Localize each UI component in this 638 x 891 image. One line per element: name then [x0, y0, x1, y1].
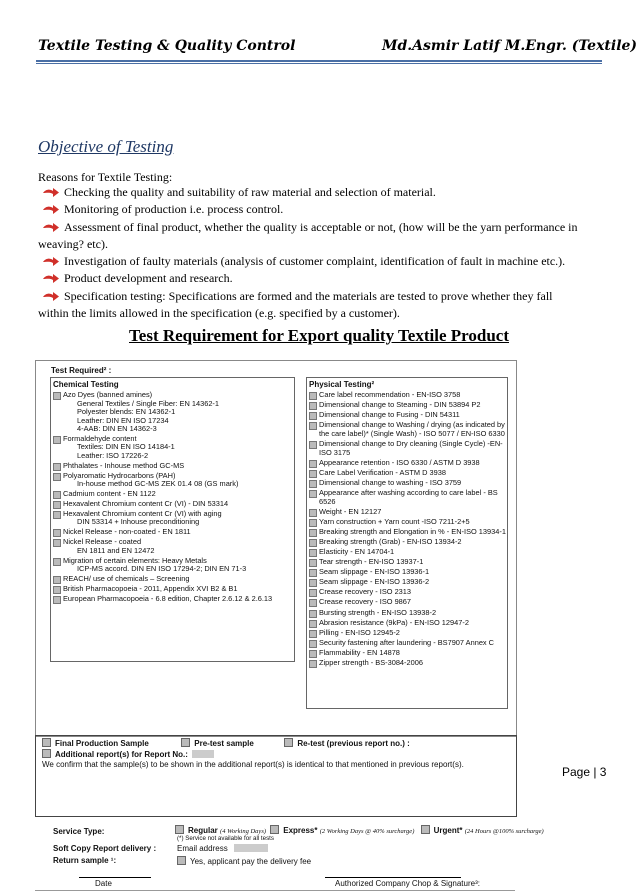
- test-checkbox[interactable]: [53, 558, 61, 566]
- additional-row: [42, 749, 214, 759]
- chemical-test-method: General Textiles / Single Fiber: EN 14362-1: [77, 398, 220, 408]
- physical-test-label: Weight - EN 12127: [319, 506, 382, 516]
- requirement-title: Test Requirement for Export quality Textile Product: [129, 326, 509, 345]
- chemical-test-label: Polyaromatic Hydrocarbons (PAH): [63, 470, 176, 480]
- page-number: Page | 3: [562, 765, 607, 779]
- chemical-test-label: European Pharmacopoeia - 6.8 edition, Chapter 2.6.12 & 2.6.13: [63, 593, 273, 603]
- test-checkbox[interactable]: [53, 511, 61, 519]
- physical-test-label: Appearance after washing according to care label - BS 6526: [319, 487, 498, 506]
- arrow-bullet-icon: [42, 291, 60, 302]
- regular-checkbox[interactable]: [175, 825, 184, 834]
- date-label: Date: [95, 879, 112, 888]
- reason-item: [38, 219, 584, 254]
- objective-title: Objective of Testing: [38, 137, 174, 156]
- test-checkbox[interactable]: [53, 539, 61, 547]
- arrow-bullet-icon: [42, 187, 60, 198]
- physical-test-label: Breaking strength and Elongation in % - EN-ISO 13934-1: [319, 526, 506, 536]
- reason-item: [38, 201, 584, 218]
- physical-test-label: Security fastening after laundering - BS7907 Annex C: [319, 637, 495, 647]
- physical-test-label: Bursting strength - EN-ISO 13938-2: [319, 607, 437, 617]
- express-note: (2 Working Days @ 40% surcharge): [319, 828, 415, 835]
- test-checkbox[interactable]: [309, 589, 317, 597]
- physical-test-item: [307, 489, 507, 506]
- physical-test-item: [307, 578, 507, 587]
- physical-test-label: Crease recovery - ISO 2313: [319, 587, 412, 597]
- physical-test-item: [307, 639, 507, 648]
- physical-test-item: [307, 609, 507, 618]
- physical-test-item: [307, 659, 507, 668]
- report-no-field[interactable]: [192, 750, 214, 758]
- pre-test-checkbox[interactable]: [181, 738, 190, 747]
- arrow-bullet-icon: [42, 256, 60, 267]
- reason-item: [38, 184, 584, 201]
- chemical-test-method: Leather: DIN EN ISO 17234: [77, 415, 169, 425]
- regular-label: Regular: [188, 826, 218, 835]
- reasons-list: [38, 184, 584, 322]
- physical-test-label: Dimensional change to Fusing - DIN 54311: [319, 410, 460, 420]
- reason-text: Assessment of final product, whether the quality is acceptable or not, (how will be the yarn performance in weaving? etc).: [38, 219, 578, 251]
- physical-test-item: [307, 649, 507, 658]
- test-checkbox[interactable]: [53, 501, 61, 509]
- re-test-label: Re-test (previous report no.) :: [297, 739, 410, 748]
- test-checkbox[interactable]: [309, 402, 317, 410]
- chemical-test-item: [51, 557, 294, 574]
- additional-label: Additional report(s) for Report No.:: [55, 750, 188, 759]
- return-sample-label: Return sample ¹:: [53, 856, 117, 865]
- chemical-test-item: [51, 510, 294, 527]
- chemical-test-item: [51, 575, 294, 584]
- test-checkbox[interactable]: [53, 473, 61, 481]
- test-checkbox[interactable]: [309, 441, 317, 449]
- chemical-test-label: Hexavalent Chromium content Cr (VI) - DIN 53314: [63, 498, 229, 508]
- urgent-checkbox[interactable]: [421, 825, 430, 834]
- physical-test-label: Dimensional change to Washing / drying (as indicated by the care label)* (Single Wash) - ISO 5077 / EN-ISO 6330: [319, 420, 505, 438]
- reasons-label: Reasons for Textile Testing:: [38, 170, 173, 184]
- service-options: [175, 825, 544, 835]
- chemical-test-label: Nickel Release - coated: [63, 537, 142, 547]
- test-checkbox[interactable]: [53, 491, 61, 499]
- test-checkbox[interactable]: [309, 579, 317, 587]
- chemical-test-label: Cadmium content - EN 1122: [63, 489, 156, 499]
- test-checkbox[interactable]: [309, 640, 317, 648]
- chemical-test-label: Formaldehyde content: [63, 433, 137, 443]
- reason-item: [38, 288, 584, 323]
- physical-test-item: [307, 459, 507, 468]
- physical-test-label: Crease recovery - ISO 9867: [319, 597, 412, 607]
- return-yes-label: Yes, applicant pay the delivery fee: [190, 857, 312, 866]
- chemical-test-item: [51, 595, 294, 604]
- chemical-test-label: REACH/ use of chemicals – Screening: [63, 573, 190, 583]
- physical-testing-box: [306, 377, 508, 709]
- physical-test-item: [307, 629, 507, 638]
- header-rule: [36, 60, 602, 62]
- chemical-test-item: [51, 391, 294, 434]
- header-left: Textile Testing & Quality Control: [38, 38, 296, 54]
- test-checkbox[interactable]: [53, 436, 61, 444]
- chemical-test-item: [51, 538, 294, 555]
- physical-test-item: [307, 401, 507, 410]
- physical-test-label: Abrasion resistance (9kPa) - EN-ISO 12947-2: [319, 617, 469, 627]
- reason-text: Specification testing: Specifications are formed and the materials are tested to prove whether they fall within the limits allowed in the specification (e.g. specified by a customer).: [38, 288, 553, 321]
- physical-test-item: [307, 528, 507, 537]
- test-checkbox[interactable]: [309, 529, 317, 537]
- test-checkbox[interactable]: [309, 460, 317, 468]
- physical-test-item: [307, 440, 507, 457]
- test-checkbox[interactable]: [309, 599, 317, 607]
- chemical-test-method: Leather: ISO 17226-2: [77, 450, 149, 460]
- physical-test-label: Yarn construction + Yarn count -ISO 7211-2+5: [319, 516, 470, 526]
- chemical-test-item: [51, 528, 294, 537]
- test-checkbox[interactable]: [309, 509, 317, 517]
- final-sample-label: Final Production Sample: [55, 739, 149, 748]
- signature-line: [325, 877, 461, 878]
- email-field[interactable]: [234, 844, 268, 852]
- test-request-form: [35, 360, 544, 888]
- physical-test-label: Appearance retention - ISO 6330 / ASTM D 3938: [319, 457, 480, 467]
- test-checkbox[interactable]: [309, 620, 317, 628]
- physical-list: [307, 391, 507, 668]
- urgent-note: (24 Hours @100% surcharge): [464, 828, 544, 835]
- service-note: (*) Service not available for all tests: [177, 835, 274, 842]
- physical-test-label: Elasticity - EN 14704-1: [319, 547, 395, 556]
- return-sample-row: [177, 856, 311, 866]
- chemical-test-method: EN 1811 and EN 12472: [77, 545, 155, 555]
- chemical-test-label: Azo Dyes (banned amines): [63, 390, 153, 399]
- final-sample-checkbox[interactable]: [42, 738, 51, 747]
- test-checkbox[interactable]: [309, 539, 317, 547]
- chemical-test-label: Nickel Release - non-coated - EN 1811: [63, 527, 191, 537]
- chemical-test-method: Polyester blends: EN 14362-1: [77, 407, 176, 416]
- additional-checkbox[interactable]: [42, 749, 51, 758]
- test-checkbox[interactable]: [53, 586, 61, 594]
- test-checkbox[interactable]: [309, 549, 317, 557]
- chemical-test-method: DIN 53314 + Inhouse preconditioning: [77, 517, 200, 527]
- test-checkbox[interactable]: [53, 576, 61, 584]
- test-checkbox[interactable]: [309, 519, 317, 527]
- chemical-test-label: Hexavalent Chromium content Cr (VI) with aging: [63, 508, 222, 518]
- test-checkbox[interactable]: [53, 596, 61, 604]
- chemical-test-method: ICP-MS accord. DIN EN ISO 17294-2; DIN EN 71-3: [77, 564, 247, 574]
- physical-test-label: Care label recommendation - EN-ISO 3758: [319, 390, 461, 399]
- physical-test-item: [307, 518, 507, 527]
- test-checkbox[interactable]: [309, 470, 317, 478]
- test-checkbox[interactable]: [309, 422, 317, 430]
- chemical-test-item: [51, 462, 294, 471]
- chemical-testing-box: [50, 377, 295, 662]
- express-label: Express*: [283, 826, 318, 835]
- reason-text: Product development and research.: [64, 271, 233, 286]
- reason-item: [38, 253, 584, 270]
- chemical-test-item: [51, 435, 294, 461]
- reason-text: Investigation of faulty materials (analysis of customer complaint, identification of fault in machine etc.).: [64, 254, 566, 269]
- test-checkbox[interactable]: [309, 412, 317, 420]
- email-row: [177, 844, 268, 853]
- physical-test-item: [307, 538, 507, 547]
- physical-test-item: [307, 558, 507, 567]
- soft-copy-label: Soft Copy Report delivery :: [53, 844, 157, 853]
- physical-test-label: Dimensional change to washing - ISO 3759: [319, 477, 462, 487]
- physical-test-item: [307, 568, 507, 577]
- test-checkbox[interactable]: [309, 650, 317, 658]
- test-checkbox[interactable]: [53, 392, 61, 400]
- physical-test-label: Pilling - EN-ISO 12945-2: [319, 627, 400, 637]
- physical-test-label: Seam slippage - EN-ISO 13936-1: [319, 567, 430, 577]
- header-right: Md.Asmir Latif M.Engr. (Textile): [382, 38, 638, 54]
- pre-test-label: Pre-test sample: [194, 739, 254, 748]
- physical-test-label: Tear strength - EN-ISO 13937-1: [319, 557, 424, 567]
- arrow-bullet-icon: [42, 222, 60, 233]
- test-checkbox[interactable]: [53, 529, 61, 537]
- chemical-test-item: [51, 585, 294, 594]
- reason-text: Monitoring of production i.e. process control.: [64, 202, 284, 217]
- signature-label: Authorized Company Chop & Signature³:: [335, 879, 480, 888]
- confirm-text: We confirm that the sample(s) to be shown in the additional report(s) is identical to that mentioned in previous report(s).: [42, 760, 464, 769]
- physical-title: Physical Testing²: [309, 380, 375, 389]
- test-checkbox[interactable]: [309, 480, 317, 488]
- test-required-label: Test Required² :: [51, 366, 112, 375]
- arrow-bullet-icon: [42, 204, 60, 215]
- re-test-checkbox[interactable]: [284, 738, 293, 747]
- physical-test-item: [307, 619, 507, 628]
- chemical-test-label: Phthalates - Inhouse method GC-MS: [63, 460, 185, 470]
- chemical-title: Chemical Testing: [53, 380, 119, 389]
- physical-test-item: [307, 421, 507, 438]
- return-yes-checkbox[interactable]: [177, 856, 186, 865]
- chemical-list: [51, 391, 294, 603]
- physical-test-label: Dimensional change to Steaming - DIN 53894 P2: [319, 400, 481, 410]
- reason-item: [38, 270, 584, 287]
- test-checkbox[interactable]: [53, 463, 61, 471]
- physical-test-item: [307, 588, 507, 597]
- chemical-test-label: British Pharmacopoeia - 2011, Appendix XVI B2 & B1: [63, 583, 238, 593]
- test-checkbox[interactable]: [309, 490, 317, 498]
- reason-text: Checking the quality and suitability of raw material and selection of material.: [64, 185, 436, 199]
- physical-test-item: [307, 479, 507, 488]
- test-checkbox[interactable]: [309, 392, 317, 400]
- sample-type-row: [42, 738, 410, 748]
- arrow-bullet-icon: [42, 273, 60, 284]
- physical-test-item: [307, 598, 507, 607]
- service-type-label: Service Type:: [53, 827, 105, 836]
- sample-info-box: [35, 735, 517, 817]
- test-checkbox[interactable]: [309, 660, 317, 668]
- physical-test-label: Seam slippage - EN-ISO 13936-2: [319, 577, 430, 587]
- header-rule-thin: [36, 63, 602, 64]
- physical-test-item: [307, 508, 507, 517]
- physical-test-label: Flammability - EN 14878: [319, 647, 400, 657]
- test-checkbox[interactable]: [309, 569, 317, 577]
- regular-note: (4 Working Days): [220, 828, 267, 835]
- chemical-test-method: 4-AAB: DIN EN 14362-3: [77, 424, 157, 433]
- test-checkbox[interactable]: [309, 559, 317, 567]
- chemical-test-label: Migration of certain elements: Heavy Metals: [63, 555, 207, 565]
- test-checkbox[interactable]: [309, 630, 317, 638]
- physical-test-label: Zipper strength - BS-3084-2006: [319, 658, 423, 668]
- physical-test-item: [307, 391, 507, 400]
- urgent-label: Urgent*: [433, 826, 463, 835]
- chemical-test-method: In-house method GC-MS ZEK 01.4 08 (GS mark): [77, 479, 239, 489]
- physical-test-item: [307, 548, 507, 557]
- date-line: [79, 877, 151, 878]
- chemical-test-item: [51, 490, 294, 499]
- chemical-test-method: Textiles: DIN EN ISO 14184-1: [77, 442, 175, 452]
- physical-test-item: [307, 411, 507, 420]
- chemical-test-item: [51, 500, 294, 509]
- physical-test-label: Care Label Verification - ASTM D 3938: [319, 467, 446, 477]
- chemical-test-item: [51, 472, 294, 489]
- email-label: Email address: [177, 844, 228, 853]
- physical-test-label: Breaking strength (Grab) - EN-ISO 13934-2: [319, 536, 462, 546]
- physical-test-label: Dimensional change to Dry cleaning (Single Cycle) -EN-ISO 3175: [319, 438, 503, 457]
- physical-test-item: [307, 469, 507, 478]
- test-checkbox[interactable]: [309, 610, 317, 618]
- express-checkbox[interactable]: [270, 825, 279, 834]
